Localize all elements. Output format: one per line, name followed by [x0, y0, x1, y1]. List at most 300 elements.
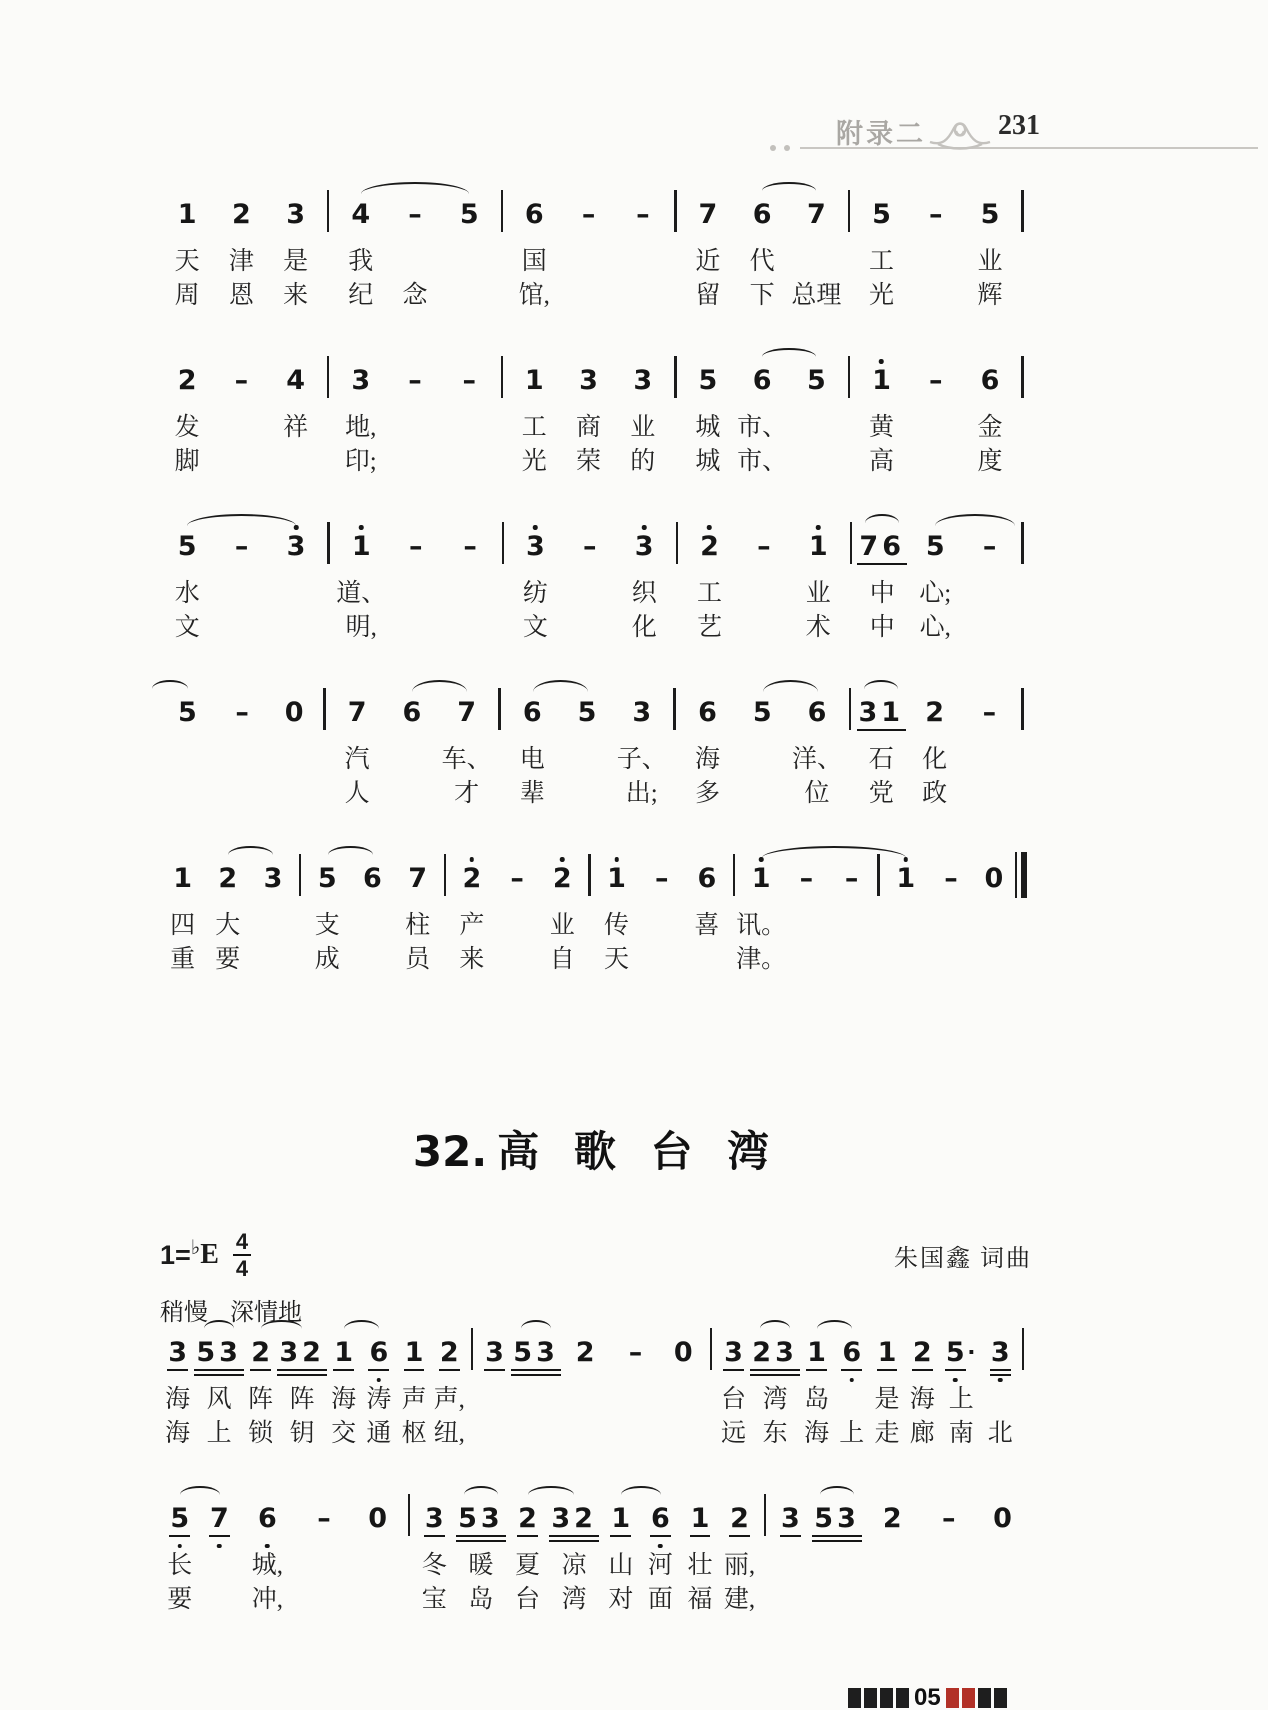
note: 3 — [168, 1337, 187, 1368]
barline — [494, 686, 505, 730]
slur-arc — [762, 846, 906, 861]
note: 6 — [369, 1339, 388, 1366]
slur-arc — [204, 1320, 235, 1331]
barline — [706, 1326, 716, 1370]
lyric-syllable-verse2: 艺 — [696, 614, 722, 641]
lyric-syllable-verse2: 枢 — [401, 1420, 427, 1447]
note: 2 — [218, 863, 238, 894]
lyric-syllable-verse1: 代 — [749, 248, 775, 275]
note-cell — [388, 354, 442, 476]
note-cell — [439, 686, 494, 808]
note: 5 — [698, 365, 718, 396]
lyric-syllable-verse2: 海 — [165, 1420, 191, 1447]
lyric-syllable-verse2: 荣 — [576, 448, 602, 475]
note-cell — [215, 686, 270, 808]
lyric-syllable-verse1: 上 — [948, 1386, 974, 1413]
lyric-syllable-verse1: 丽, — [723, 1552, 756, 1579]
note: 1 — [690, 1503, 710, 1534]
lyric-syllable-verse1: 城, — [251, 1552, 284, 1579]
score-systems-top — [160, 188, 1032, 974]
note-cell — [361, 1326, 396, 1448]
duration-dash: – — [929, 365, 943, 396]
note-cell — [962, 686, 1017, 808]
note-cell — [601, 1492, 641, 1614]
note: 1 — [352, 533, 371, 560]
lyric-syllable-verse1: 传 — [604, 912, 630, 939]
lyric-syllable-verse1: 声 — [401, 1386, 427, 1413]
duration-dash: – — [235, 697, 249, 728]
octave-dot-below — [658, 1544, 663, 1549]
note-cell — [507, 354, 561, 476]
lyric-syllable-verse1: 柱 — [405, 912, 431, 939]
note-cell — [477, 1326, 512, 1448]
lyric-syllable-verse2: 人 — [344, 780, 370, 807]
lyric-syllable-verse2: 成 — [314, 946, 340, 973]
note-cell — [610, 1326, 660, 1448]
note-cell — [330, 686, 385, 808]
barline — [1017, 520, 1028, 564]
slur-arc — [817, 1320, 852, 1331]
note-cell — [716, 1326, 751, 1448]
slur-arc — [412, 680, 467, 695]
note-cell — [160, 852, 205, 974]
note-cell — [505, 686, 560, 808]
barline — [323, 188, 334, 232]
note-cell — [983, 1326, 1018, 1448]
barline — [585, 852, 594, 896]
octave-dot-above — [359, 525, 364, 530]
lyric-syllable-verse2: 辉 — [977, 282, 1003, 309]
note: 2 — [231, 199, 251, 230]
note-cell — [905, 1326, 940, 1448]
time-signature-top: 4 — [233, 1230, 251, 1256]
lyric-syllable-verse2: 明, — [345, 614, 377, 641]
note-cell — [160, 354, 214, 476]
note-cell — [200, 1492, 240, 1614]
barline — [319, 686, 330, 730]
octave-dot-below — [850, 1378, 855, 1383]
score-systems-bottom — [160, 1326, 1032, 1614]
note: 6 — [842, 1339, 861, 1366]
tempo-speed: 稍慢 — [160, 1299, 208, 1326]
note-cell — [680, 1492, 720, 1614]
song-title-text: 高 歌 台 湾 — [497, 1127, 780, 1176]
song-number: 32. — [412, 1127, 488, 1176]
note-cell — [963, 354, 1017, 476]
lyric-syllable-verse2: 念 — [402, 282, 428, 309]
lyric-syllable-verse2: 辈 — [519, 780, 545, 807]
note-cell — [594, 852, 639, 974]
lyric-syllable-verse2: 文 — [174, 614, 200, 641]
lyric-syllable-verse1: 夏 — [515, 1552, 541, 1579]
barline — [440, 852, 449, 896]
lyric-syllable-verse1: 喜 — [694, 912, 720, 939]
lyric-syllable-verse2: 化 — [631, 614, 657, 641]
duration-dash: – — [463, 531, 477, 562]
lyric-syllable-verse2: 要 — [215, 946, 241, 973]
lyric-syllable-verse1: 近 — [695, 248, 721, 275]
note: 7 — [210, 1505, 229, 1532]
slur-arc — [344, 1320, 379, 1331]
note: 1 — [872, 367, 891, 394]
lyric-syllable-verse2: 上 — [206, 1420, 232, 1447]
note: 1 — [752, 865, 771, 892]
lyric-syllable-verse2: 走 — [874, 1420, 900, 1447]
note: 53 — [196, 1337, 242, 1368]
lyric-syllable-verse1: 织 — [631, 580, 657, 607]
note-cell — [563, 520, 617, 642]
note-cell — [856, 520, 908, 642]
lyric-syllable-verse1: 壮 — [687, 1552, 713, 1579]
note-cell — [617, 520, 671, 642]
lyric-syllable-verse2: 湾 — [561, 1586, 587, 1613]
slur-arc — [864, 680, 897, 691]
lyric-syllable-verse2: 度 — [977, 448, 1003, 475]
note-cell — [250, 852, 295, 974]
lyric-syllable-verse2: 多 — [694, 780, 720, 807]
notation-system — [160, 1492, 1032, 1614]
note: 3 — [724, 1337, 743, 1368]
lyric-syllable-verse1: 业 — [630, 414, 656, 441]
note-cell — [854, 188, 908, 310]
tempo-expression: 深情地 — [230, 1299, 302, 1326]
note-cell — [432, 1326, 467, 1448]
lyric-syllable-verse2: 岛 — [468, 1586, 494, 1613]
note-cell — [974, 852, 1015, 974]
note-cell — [639, 852, 684, 974]
lyric-syllable-verse2: 宝 — [421, 1586, 447, 1613]
note-cell — [735, 188, 789, 310]
note: 6 — [524, 199, 544, 230]
lyric-syllable-verse2: 馆, — [518, 282, 550, 309]
note: 7 — [457, 697, 476, 728]
lyric-syllable-verse1: 心; — [919, 580, 952, 607]
note-cell — [736, 852, 787, 974]
note: 1 — [809, 533, 828, 560]
note-cell — [737, 520, 791, 642]
note: 4 — [286, 365, 306, 396]
note-cell — [681, 188, 735, 310]
barline — [323, 354, 334, 398]
duration-dash: – — [408, 199, 422, 230]
note-cell — [396, 1326, 431, 1448]
note: 3 — [781, 1503, 800, 1534]
note-cell — [834, 1326, 869, 1448]
lyric-syllable-verse1: 涛 — [366, 1386, 392, 1413]
note: 1 — [177, 199, 197, 230]
lyric-syllable-verse1: 商 — [576, 414, 602, 441]
lyric-syllable-verse1: 冬 — [421, 1552, 447, 1579]
note: 1 — [607, 865, 626, 892]
note: 23 — [752, 1337, 798, 1368]
duration-dash: – — [799, 863, 814, 894]
key-note: E — [200, 1239, 219, 1270]
note-cell — [384, 686, 439, 808]
barline — [496, 354, 507, 398]
slur-arc — [820, 1486, 855, 1497]
note-cell — [195, 1326, 243, 1448]
lyric-syllable-verse2: 留 — [695, 282, 721, 309]
note: 5 — [752, 697, 772, 728]
note-cell — [560, 1326, 610, 1448]
header-dot — [770, 145, 776, 151]
lyric-syllable-verse2: 远 — [721, 1420, 747, 1447]
footer-logo-fragment — [848, 1684, 1038, 1710]
barline — [467, 1326, 477, 1370]
lyric-syllable-verse2: 来 — [283, 282, 309, 309]
lyric-syllable-verse1: 电 — [519, 746, 545, 773]
duration-dash: – — [408, 365, 422, 396]
note-cell — [326, 1326, 361, 1448]
note: 3 — [632, 697, 652, 728]
slur-arc — [328, 846, 373, 857]
note: 6 — [980, 365, 1000, 396]
slur-arc — [762, 348, 816, 359]
note: 2 — [251, 1337, 271, 1368]
note-cell — [214, 354, 268, 476]
lyric-syllable-verse2: 出; — [625, 780, 658, 807]
note-cell — [540, 852, 585, 974]
note-cell — [508, 520, 562, 642]
lyric-syllable-verse2: 政 — [922, 780, 948, 807]
note-cell — [784, 852, 829, 974]
footer-glyph-block-red — [962, 1688, 975, 1708]
flat-sign: ♭ — [190, 1236, 201, 1259]
lyric-syllable-verse1: 海 — [165, 1386, 191, 1413]
note: 1 — [877, 1337, 897, 1368]
note-cell — [269, 188, 323, 310]
note-cell — [561, 188, 615, 310]
slur-arc — [228, 846, 273, 857]
lyric-syllable-verse2: 中 — [869, 614, 895, 641]
appendix-label: 附录二 — [836, 119, 926, 149]
note-cell — [205, 852, 250, 974]
note: 2 — [912, 1337, 932, 1368]
lyric-syllable-verse2: 党 — [868, 780, 894, 807]
barline — [1018, 1326, 1028, 1370]
note: 3 — [485, 1337, 504, 1368]
note: 2 — [177, 365, 197, 396]
note: 5 — [459, 199, 479, 230]
note: 2 — [730, 1503, 749, 1534]
lyric-syllable-verse1: 风 — [206, 1386, 232, 1413]
note: 1 — [173, 863, 192, 894]
octave-dot-below — [178, 1544, 183, 1549]
duration-dash: – — [583, 531, 597, 562]
lyric-syllable-verse1: 湾 — [762, 1386, 788, 1413]
lyric-syllable-verse2: 南 — [948, 1420, 974, 1447]
note-cell — [962, 520, 1016, 642]
note-cell — [305, 852, 350, 974]
octave-dot-above — [816, 525, 821, 530]
page-number: 231 — [998, 110, 1040, 141]
note-cell — [771, 1492, 811, 1614]
note: 6 — [807, 697, 827, 728]
octave-dot-above — [879, 359, 884, 364]
note-cell — [684, 852, 729, 974]
note: 2 — [462, 865, 481, 892]
lyric-syllable-verse1: 业 — [805, 580, 831, 607]
duration-dash: – — [234, 365, 249, 396]
lyric-syllable-verse1: 台 — [721, 1386, 747, 1413]
lyric-syllable-verse2: 来 — [459, 946, 485, 973]
note-cell — [791, 520, 845, 642]
octave-dot-above — [642, 525, 647, 530]
lyric-syllable-verse1: 纺 — [522, 580, 548, 607]
lyric-syllable-verse1: 金 — [977, 414, 1003, 441]
barline — [844, 686, 855, 730]
octave-dot-below — [998, 1378, 1003, 1383]
lyric-syllable-verse2: 周 — [174, 282, 200, 309]
lyric-syllable-verse1: 大 — [215, 912, 241, 939]
octave-dot-below — [265, 1544, 270, 1549]
footer-glyph-block — [848, 1688, 861, 1708]
note-cell — [681, 354, 735, 476]
duration-dash: – — [929, 199, 943, 230]
note-cell — [160, 188, 214, 310]
duration-dash: – — [654, 863, 669, 894]
lyric-syllable-verse2: 建, — [723, 1586, 756, 1613]
note-cell — [454, 1492, 508, 1614]
note-cell — [616, 354, 670, 476]
lyric-syllable-verse1: 洋、 — [791, 746, 842, 773]
note-cell — [920, 1492, 977, 1614]
lyric-syllable-verse2: 总理 — [791, 282, 842, 309]
note-cell — [751, 1326, 799, 1448]
barline — [1017, 686, 1028, 730]
lyric-syllable-verse1: 国 — [521, 248, 547, 275]
lyric-syllable-verse2: 光 — [521, 448, 547, 475]
note: 7 — [698, 199, 718, 230]
final-barline — [1014, 852, 1028, 898]
lyric-syllable-verse1: 凉 — [561, 1552, 587, 1579]
note: 3 — [287, 533, 306, 560]
lyric-syllable-verse2: 东 — [762, 1420, 788, 1447]
lyric-syllable-verse2: 津。 — [736, 946, 787, 973]
barline — [669, 686, 680, 730]
note: 5 — [980, 199, 1000, 230]
note: 6 — [651, 1505, 670, 1532]
lyric-syllable-verse1: 城 — [695, 414, 721, 441]
lyric-syllable-verse2: 恩 — [228, 282, 254, 309]
barline — [844, 354, 855, 398]
lyric-syllable-verse2: 文 — [522, 614, 548, 641]
note-cell — [296, 1492, 353, 1614]
duration-dash: – — [510, 863, 524, 894]
lyric-syllable-verse2: 台 — [515, 1586, 541, 1613]
octave-dot-above — [707, 525, 712, 530]
note-cell — [682, 520, 736, 642]
note-cell — [239, 1492, 296, 1614]
lyric-syllable-verse2: 员 — [405, 946, 431, 973]
notation-system — [160, 354, 1032, 476]
slur-arc — [180, 1486, 220, 1497]
note-cell — [720, 1492, 760, 1614]
duration-dash: – — [844, 863, 859, 894]
note: 5 — [170, 1505, 189, 1532]
note-cell — [907, 686, 962, 808]
note-cell — [928, 852, 973, 974]
barline — [497, 520, 508, 564]
note: 53 — [513, 1337, 559, 1368]
note-cell — [661, 1326, 706, 1448]
lyric-syllable-verse2: 下 — [749, 282, 775, 309]
lyric-syllable-verse1: 车、 — [441, 746, 492, 773]
note: 4 — [351, 199, 371, 230]
rest: 0 — [673, 1337, 693, 1368]
note-cell — [547, 1492, 601, 1614]
barline — [670, 188, 681, 232]
note: 6 — [752, 365, 772, 396]
augmentation-dot: · — [967, 1337, 977, 1367]
note-cell — [561, 354, 615, 476]
composer-credit: 朱国鑫 词曲 — [894, 1245, 1032, 1272]
lyric-syllable-verse2: 的 — [630, 448, 656, 475]
note: 5 — [807, 365, 826, 396]
lyric-syllable-verse2: 才 — [454, 780, 480, 807]
barline — [323, 520, 334, 564]
header-dot — [784, 145, 790, 151]
lyric-syllable-verse2: 纪 — [348, 282, 374, 309]
note-cell — [507, 188, 561, 310]
note: 32 — [551, 1503, 597, 1534]
note: 6 — [258, 1505, 277, 1532]
lyric-syllable-verse1: 天 — [174, 248, 200, 275]
note-cell — [829, 852, 874, 974]
note-cell — [735, 686, 790, 808]
note: 5 — [317, 863, 337, 894]
note: 6 — [752, 199, 772, 230]
lyric-syllable-verse2: 印; — [344, 448, 377, 475]
lyric-syllable-verse1: 地, — [345, 414, 377, 441]
note-cell — [334, 188, 388, 310]
note: 1 — [524, 365, 544, 396]
lyric-syllable-verse1: 岛 — [804, 1386, 830, 1413]
note: 1 — [334, 1337, 354, 1368]
lyric-syllable-verse2: 要 — [167, 1586, 193, 1613]
note-cell — [350, 852, 395, 974]
lyric-syllable-verse1: 祥 — [283, 414, 309, 441]
lyric-syllable-verse2: 心, — [919, 614, 951, 641]
note-cell — [388, 188, 442, 310]
slur-arc — [533, 680, 588, 695]
duration-dash: – — [944, 863, 958, 894]
note-cell — [414, 1492, 454, 1614]
duration-dash: – — [982, 531, 997, 562]
barline — [296, 852, 305, 896]
note: 5 — [577, 697, 597, 728]
notation-system — [160, 188, 1032, 310]
note-cell — [334, 520, 388, 642]
lyric-syllable-verse1: 阵 — [248, 1386, 274, 1413]
note: 2 — [700, 533, 719, 560]
octave-dot-below — [377, 1378, 382, 1383]
notation-system — [160, 1326, 1032, 1448]
note: 6 — [402, 697, 422, 728]
footer-glyph-block-red — [946, 1688, 959, 1708]
lyric-syllable-verse2: 对 — [608, 1586, 634, 1613]
lyric-syllable-verse1: 海 — [331, 1386, 357, 1413]
slur-arc — [763, 680, 818, 695]
slur-arc — [760, 1320, 791, 1331]
note-cell — [909, 188, 963, 310]
footer-glyph-block — [896, 1688, 909, 1708]
barline — [846, 520, 857, 564]
slur-arc — [464, 1486, 499, 1497]
note-cell — [160, 1492, 200, 1614]
octave-dot-above — [614, 857, 619, 862]
lyric-syllable-verse1: 是 — [874, 1386, 900, 1413]
